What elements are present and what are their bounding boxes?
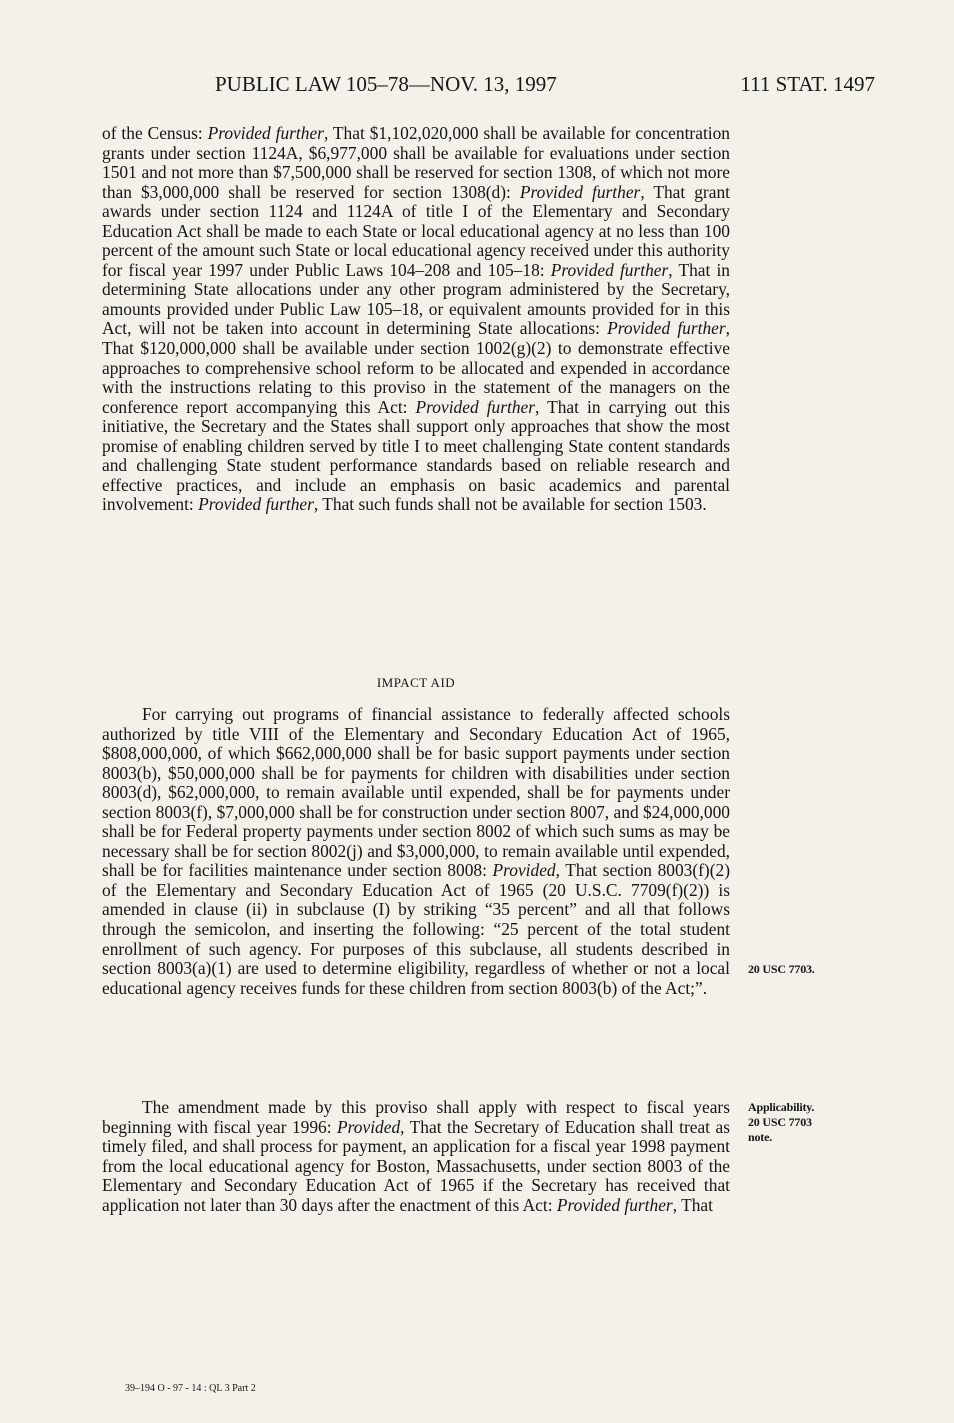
proviso-italic: Provided further [607, 318, 726, 339]
margin-note-applicability [748, 1100, 814, 1145]
text-run: , That grant awards under section 1124 and 1124A of title I of the Elementary and Secondary Education Act shall be made to each State or local educational agency at no less than 100 percent of the amount such State or local educational agency received under this authority for fiscal year 1997 under Public Laws 104–208 and 105–18: [102, 181, 730, 280]
proviso-italic: Provided [492, 860, 556, 881]
proviso-italic: Provided further [415, 396, 536, 417]
page-number: 111 STAT. 1497 [740, 72, 875, 96]
proviso-italic: Provided further [550, 259, 669, 280]
text-run: of the Census: [102, 123, 208, 143]
text-run: , That in determining State allocations under any other program administered by the Secretary, amounts provided under Public Law 105–18, or equivalent amounts provided for in this Act, will not be taken into account in determining State allocations: [102, 259, 731, 339]
text-run: The amendment made by this proviso shall apply with respect to fiscal years beginning with fiscal year 1996: [102, 1097, 730, 1137]
text-run: , That $120,000,000 shall be available under section 1002(g)(2) to demonstrate effective approaches to comprehensive school reform to be allocated and expended in accordance with the instructions relating to this proviso in the statement of the managers on the conference report accompanying this Act: [102, 318, 730, 417]
text-run: , That such funds shall not be available for section 1503. [313, 494, 707, 515]
margin-note-line: Applicability. [748, 1100, 815, 1114]
text-run: For carrying out programs of financial assistance to federally affected schools authorized by title VIII of the Elementary and Secondary Education Act of 1965, $808,000,000, of which $662,000,000 shall be for basic support payments under section 8003(b), $50,000,000 shall be for payments for children with disabilities under section 8003(d), $62,000,000, to remain available until expended, shall be for payments under section 8003(f), $7,000,000 shall be for construction under section 8007, and $24,000,000 shall be for Federal property payments under section 8002 of which such sums as may be necessary shall be for section 8002(j) and $3,000,000, to remain available until expended, shall be for facilities maintenance under section 8008: [102, 704, 730, 881]
section-heading: IMPACT AID [376, 675, 456, 690]
margin-note-line: note. [748, 1130, 772, 1144]
body-paragraph-2 [102, 705, 730, 998]
margin-note-usc: 20 USC 7703. [748, 962, 815, 976]
text-run: , That [672, 1194, 713, 1215]
text-run: , That the Secretary of Education shall treat as timely filed, and shall process for payment, an application for a fiscal year 1998 payment from the local educational agency for Boston, Massachusetts, under section 8003 of the Elementary and Secondary Education Act of 1965 if the Secretary has received that application not later than 30 days after the enactment of this Act: [102, 1116, 730, 1215]
proviso-italic: Provided further [556, 1194, 673, 1215]
margin-note-line: 20 USC 7703 [748, 1115, 812, 1129]
print-footer: 39–194 O - 97 - 14 : QL 3 Part 2 [125, 1383, 256, 1394]
text-run: , That $1,102,020,000 shall be available for concentration grants under section 1124A, $6,977,000 shall be available for evaluations under section 1501 and not more than $7,500,000 shall be reserved for section 1308, of which not more than $3,000,000 shall be reserved for section 1308(d): [102, 123, 730, 202]
text-run: , That section 8003(f)(2) of the Elementary and Secondary Education Act of 1965 (20 U.S.C. 7709(f)(2)) is amended in clause (ii) in subclause (I) by striking “35 percent” and all that follows through the semicolon, and inserting the following: “25 percent of the total student enrollment of such agency. For purposes of this subclause, all students described in section 8003(a)(1) are used to determine eligibility, regardless of whether or not a local educational agency receives funds for these children from section 8003(b) of the Act;”. [102, 860, 731, 998]
proviso-italic: Provided further [519, 181, 641, 202]
body-paragraph-1 [102, 124, 730, 515]
body-paragraph-3 [102, 1098, 730, 1215]
proviso-italic: Provided [337, 1116, 401, 1137]
proviso-italic: Provided further [207, 123, 324, 143]
proviso-italic: Provided further [198, 494, 314, 515]
text-run: , That in carrying out this initiative, the Secretary and the States shall support only approaches that show the most promise of enabling children served by title I to meet challenging State content standards and challenging State student performance standards based on reliable research and effective practices, and include an emphasis on basic academics and parental involvement: [102, 396, 730, 515]
law-title: PUBLIC LAW 105–78—NOV. 13, 1997 [215, 72, 557, 96]
page-header [215, 72, 875, 112]
